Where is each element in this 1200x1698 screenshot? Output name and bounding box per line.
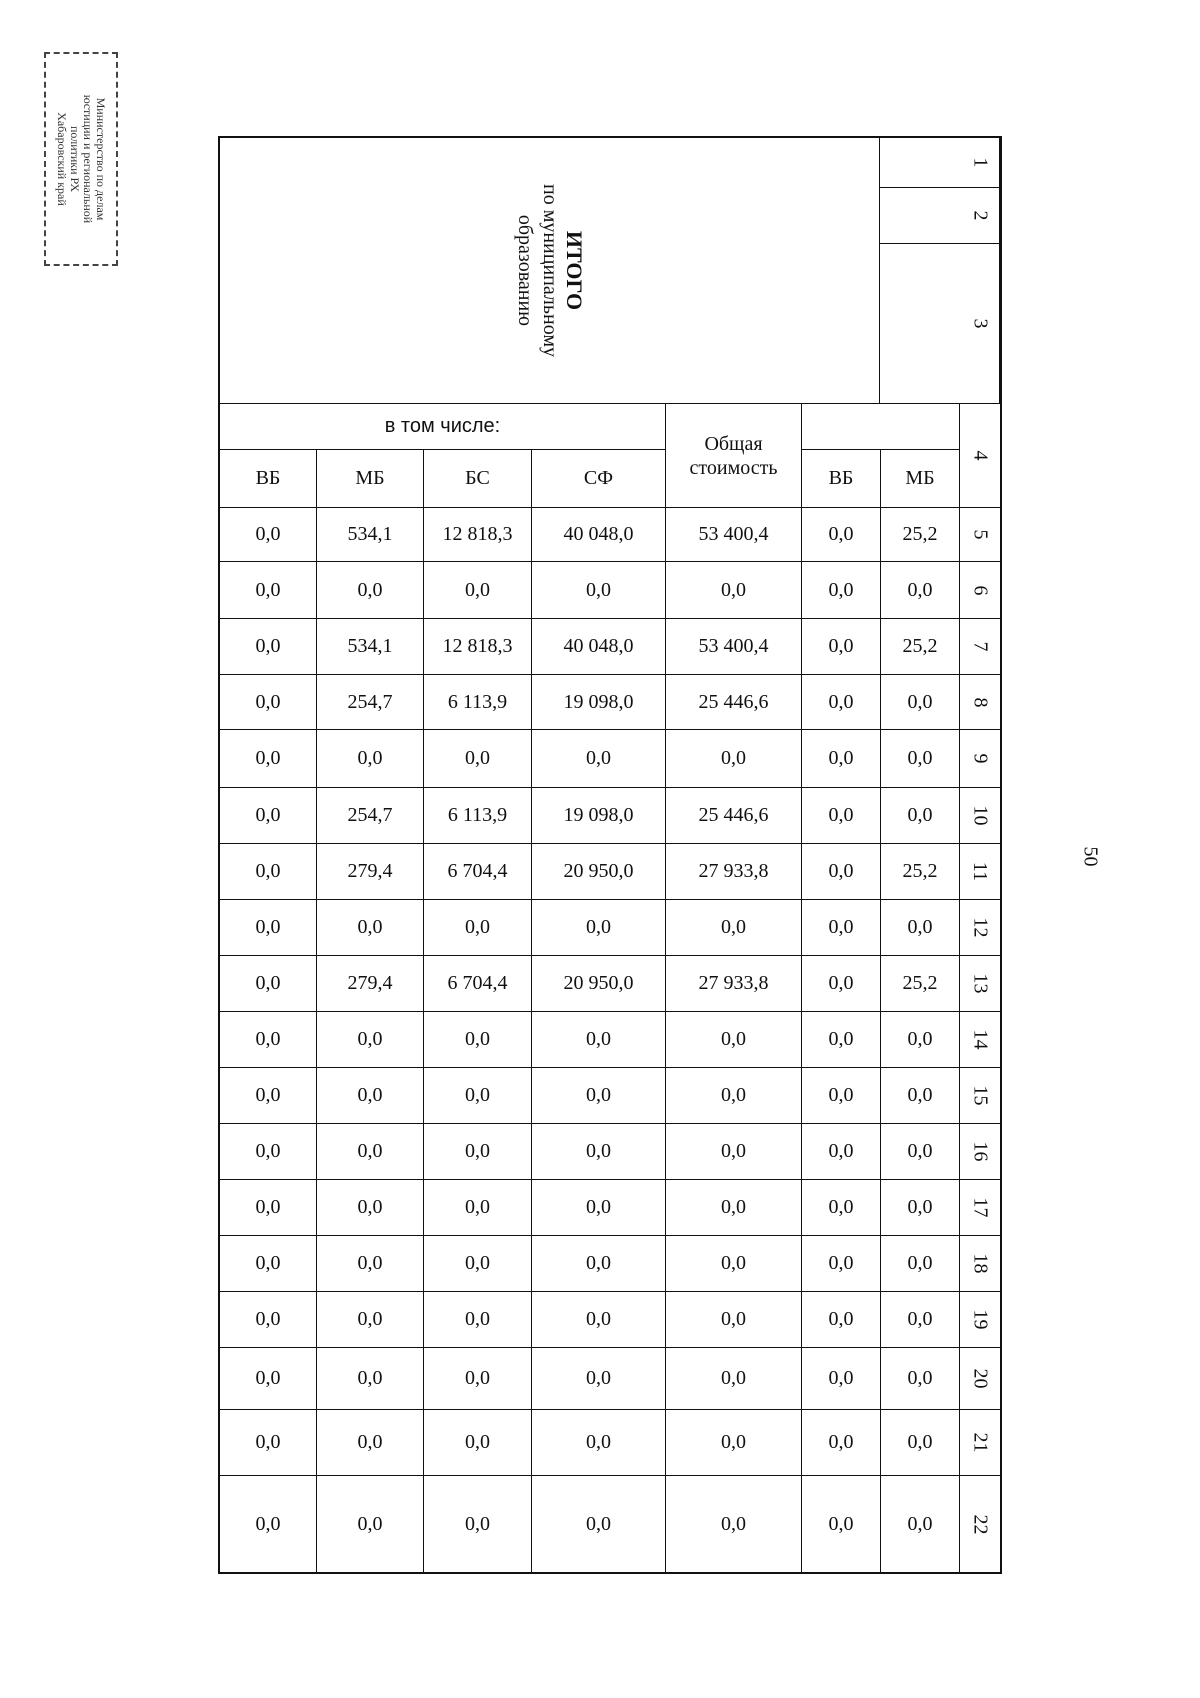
table-cell-total: 0,0 (666, 900, 802, 956)
col-number-3: 3 (960, 244, 1000, 404)
table-cell-vb: 0,0 (220, 675, 317, 730)
table-cell-bs: 0,0 (424, 1236, 532, 1292)
table-cell-total: 0,0 (666, 1012, 802, 1068)
table-cell-vb2: 0,0 (802, 844, 881, 900)
table-cell-mb: 0,0 (317, 1068, 424, 1124)
table-cell-vb: 0,0 (220, 1476, 317, 1572)
table-cell-mb: 279,4 (317, 956, 424, 1012)
table-cell-mb2: 0,0 (881, 788, 960, 844)
row-number: 22 (969, 1514, 992, 1534)
table-cell-mb: 0,0 (317, 900, 424, 956)
table-cell-bs: 0,0 (424, 1068, 532, 1124)
table-cell-bs: 0,0 (424, 1410, 532, 1476)
official-stamp (44, 52, 118, 266)
table-cell-sf: 0,0 (532, 1292, 666, 1348)
table-cell-mb: 0,0 (317, 1124, 424, 1180)
table-cell-sf: 0,0 (532, 1236, 666, 1292)
row-number: 15 (960, 1068, 1000, 1124)
table-cell-vb2: 0,0 (802, 1068, 881, 1124)
table-cell-vb: 0,0 (220, 1180, 317, 1236)
table-cell-bs: 6 704,4 (424, 844, 532, 900)
table-cell-total: 0,0 (666, 1124, 802, 1180)
table-cell-total: 0,0 (666, 1068, 802, 1124)
table-cell-vb: 0,0 (220, 956, 317, 1012)
table-cell-total: 0,0 (666, 1476, 802, 1572)
table-cell-vb2: 0,0 (802, 1180, 881, 1236)
row-number: 11 (960, 844, 1000, 900)
stamp-line: политики РХ (68, 125, 82, 193)
table-cell-sf: 0,0 (532, 1180, 666, 1236)
table-cell-bs: 0,0 (424, 1292, 532, 1348)
right-header-blank (802, 404, 960, 450)
table-cell-mb: 0,0 (317, 1292, 424, 1348)
row-number: 8 (960, 675, 1000, 730)
table-cell-mb: 534,1 (317, 619, 424, 675)
table-cell-vb2: 0,0 (802, 956, 881, 1012)
page-number: 50 (1079, 846, 1102, 867)
table-cell-bs: 0,0 (424, 1012, 532, 1068)
table-cell-sf: 0,0 (532, 1410, 666, 1476)
table-cell-sf: 0,0 (532, 1348, 666, 1410)
row-number: 17 (960, 1180, 1000, 1236)
table-cell-sf: 0,0 (532, 562, 666, 619)
table-cell-sf: 40 048,0 (532, 508, 666, 562)
table-cell-mb: 0,0 (317, 562, 424, 619)
table-cell-total: 53 400,4 (666, 619, 802, 675)
table-cell-mb2: 0,0 (881, 562, 960, 619)
table-cell-mb2: 25,2 (881, 508, 960, 562)
table-cell-mb: 254,7 (317, 788, 424, 844)
table-cell-total: 0,0 (666, 1348, 802, 1410)
table-cell-mb: 0,0 (317, 730, 424, 788)
table-cell-vb: 0,0 (220, 1410, 317, 1476)
table-cell-total: 0,0 (666, 1292, 802, 1348)
table-cell-mb2: 0,0 (881, 675, 960, 730)
table-cell-mb2: 0,0 (881, 1410, 960, 1476)
table-cell-vb: 0,0 (220, 619, 317, 675)
row-number: 20 (960, 1348, 1000, 1410)
table-cell-mb2: 0,0 (881, 1348, 960, 1410)
row-number: 14 (960, 1012, 1000, 1068)
row-number: 13 (960, 956, 1000, 1012)
in-total-header: в том числе: (220, 404, 666, 450)
table-cell-sf: 19 098,0 (532, 675, 666, 730)
table-cell-total: 0,0 (666, 1236, 802, 1292)
table-cell-vb2: 0,0 (802, 675, 881, 730)
table-cell-sf: 20 950,0 (532, 956, 666, 1012)
stamp-line: юстиции и региональной (81, 94, 95, 224)
table-cell-vb2: 0,0 (802, 1012, 881, 1068)
budget-table (218, 136, 1002, 1574)
table-cell-vb2: 0,0 (802, 900, 881, 956)
table-cell-vb: 0,0 (220, 1124, 317, 1180)
table-cell-mb: 0,0 (317, 1348, 424, 1410)
table-cell-mb2: 25,2 (881, 956, 960, 1012)
col-header-vb-2: ВБ (802, 450, 881, 508)
table-cell-vb2: 0,0 (802, 1292, 881, 1348)
table-cell-total: 27 933,8 (666, 956, 802, 1012)
table-cell-sf: 0,0 (532, 1476, 666, 1572)
table-cell-sf: 19 098,0 (532, 788, 666, 844)
table-cell-mb2: 25,2 (881, 844, 960, 900)
row-number: 12 (960, 900, 1000, 956)
col-header-bs: БС (424, 450, 532, 508)
table-cell-bs: 0,0 (424, 562, 532, 619)
col-number-4: 4 (960, 404, 1000, 508)
row-number: 6 (960, 562, 1000, 619)
table-cell-vb: 0,0 (220, 1012, 317, 1068)
col-header-sf: СФ (532, 450, 666, 508)
table-cell-vb: 0,0 (220, 1292, 317, 1348)
table-cell-mb: 0,0 (317, 1236, 424, 1292)
table-cell-mb: 534,1 (317, 508, 424, 562)
col-header-mb: МБ (317, 450, 424, 508)
table-cell-vb: 0,0 (220, 1348, 317, 1410)
table-cell-sf: 0,0 (532, 900, 666, 956)
table-cell-sf: 0,0 (532, 1012, 666, 1068)
table-cell-bs: 0,0 (424, 1476, 532, 1572)
table-cell-vb2: 0,0 (802, 1476, 881, 1572)
table-cell-mb2: 0,0 (881, 1476, 960, 1572)
table-cell-vb: 0,0 (220, 844, 317, 900)
table-cell-mb: 0,0 (317, 1476, 424, 1572)
table-cell-vb2: 0,0 (802, 1348, 881, 1410)
table-cell-sf: 0,0 (532, 1068, 666, 1124)
title-cell (220, 138, 880, 404)
table-cell-total: 0,0 (666, 1410, 802, 1476)
row-number: 18 (960, 1236, 1000, 1292)
table-cell-vb2: 0,0 (802, 1124, 881, 1180)
table-cell-bs: 6 704,4 (424, 956, 532, 1012)
table-cell-mb2: 0,0 (881, 1180, 960, 1236)
table-cell-vb2: 0,0 (802, 1410, 881, 1476)
table-cell-mb: 0,0 (317, 1012, 424, 1068)
stamp-line: Хабаровский край (55, 112, 69, 206)
table-subtitle-2: образованию (513, 214, 536, 327)
table-cell-mb2: 0,0 (881, 1292, 960, 1348)
table-cell-bs: 12 818,3 (424, 508, 532, 562)
row-number: 7 (960, 619, 1000, 675)
total-cost-header: Общая стоимость (666, 404, 802, 508)
table-cell-vb2: 0,0 (802, 562, 881, 619)
table-title: ИТОГО (561, 230, 587, 311)
col-number-1: 1 (960, 138, 1000, 188)
stamp-line: Министерство по делам (94, 97, 108, 221)
table-cell-bs: 0,0 (424, 730, 532, 788)
table-cell-vb2: 0,0 (802, 730, 881, 788)
table-cell-mb2: 0,0 (881, 1124, 960, 1180)
row-number: 9 (960, 730, 1000, 788)
table-cell-bs: 0,0 (424, 900, 532, 956)
table-cell-total: 25 446,6 (666, 675, 802, 730)
table-cell-total: 25 446,6 (666, 788, 802, 844)
table-cell-sf: 0,0 (532, 1124, 666, 1180)
table-cell-mb: 0,0 (317, 1410, 424, 1476)
table-cell-mb2: 0,0 (881, 900, 960, 956)
row-number: 10 (960, 788, 1000, 844)
col-header-vb: ВБ (220, 450, 317, 508)
table-cell-vb2: 0,0 (802, 619, 881, 675)
table-cell-sf: 20 950,0 (532, 844, 666, 900)
table-cell-bs: 6 113,9 (424, 788, 532, 844)
table-cell-mb2: 0,0 (881, 1236, 960, 1292)
table-cell-vb2: 0,0 (802, 1236, 881, 1292)
table-cell-total: 0,0 (666, 1180, 802, 1236)
table-cell-bs: 12 818,3 (424, 619, 532, 675)
table-cell-total: 53 400,4 (666, 508, 802, 562)
col-header-mb-2: МБ (881, 450, 960, 508)
table-cell-sf: 40 048,0 (532, 619, 666, 675)
row-number: 21 (960, 1410, 1000, 1476)
table-cell-total: 0,0 (666, 562, 802, 619)
row-number: 16 (960, 1124, 1000, 1180)
table-cell-bs: 6 113,9 (424, 675, 532, 730)
table-cell-mb: 254,7 (317, 675, 424, 730)
row-number: 5 (960, 508, 1000, 562)
table-cell-vb: 0,0 (220, 730, 317, 788)
table-cell-total: 0,0 (666, 730, 802, 788)
table-cell-total: 27 933,8 (666, 844, 802, 900)
table-cell-mb2: 0,0 (881, 1068, 960, 1124)
table-cell-mb2: 0,0 (881, 1012, 960, 1068)
table-cell-mb: 0,0 (317, 1180, 424, 1236)
table-cell-bs: 0,0 (424, 1124, 532, 1180)
table-cell-vb2: 0,0 (802, 788, 881, 844)
table-cell-bs: 0,0 (424, 1348, 532, 1410)
row-number: 19 (960, 1292, 1000, 1348)
table-cell-mb2: 25,2 (881, 619, 960, 675)
col-number-2: 2 (960, 188, 1000, 244)
table-cell-vb: 0,0 (220, 1068, 317, 1124)
table-cell-vb: 0,0 (220, 1236, 317, 1292)
table-subtitle-1: по муниципальному (538, 183, 561, 358)
table-cell-vb: 0,0 (220, 900, 317, 956)
table-cell-vb2: 0,0 (802, 508, 881, 562)
table-cell-mb2: 0,0 (881, 730, 960, 788)
table-cell-vb: 0,0 (220, 508, 317, 562)
table-cell-bs: 0,0 (424, 1180, 532, 1236)
table-cell-sf: 0,0 (532, 730, 666, 788)
table-cell-mb: 279,4 (317, 844, 424, 900)
stamp-text (55, 52, 107, 266)
table-cell-vb: 0,0 (220, 788, 317, 844)
table-cell-vb: 0,0 (220, 562, 317, 619)
